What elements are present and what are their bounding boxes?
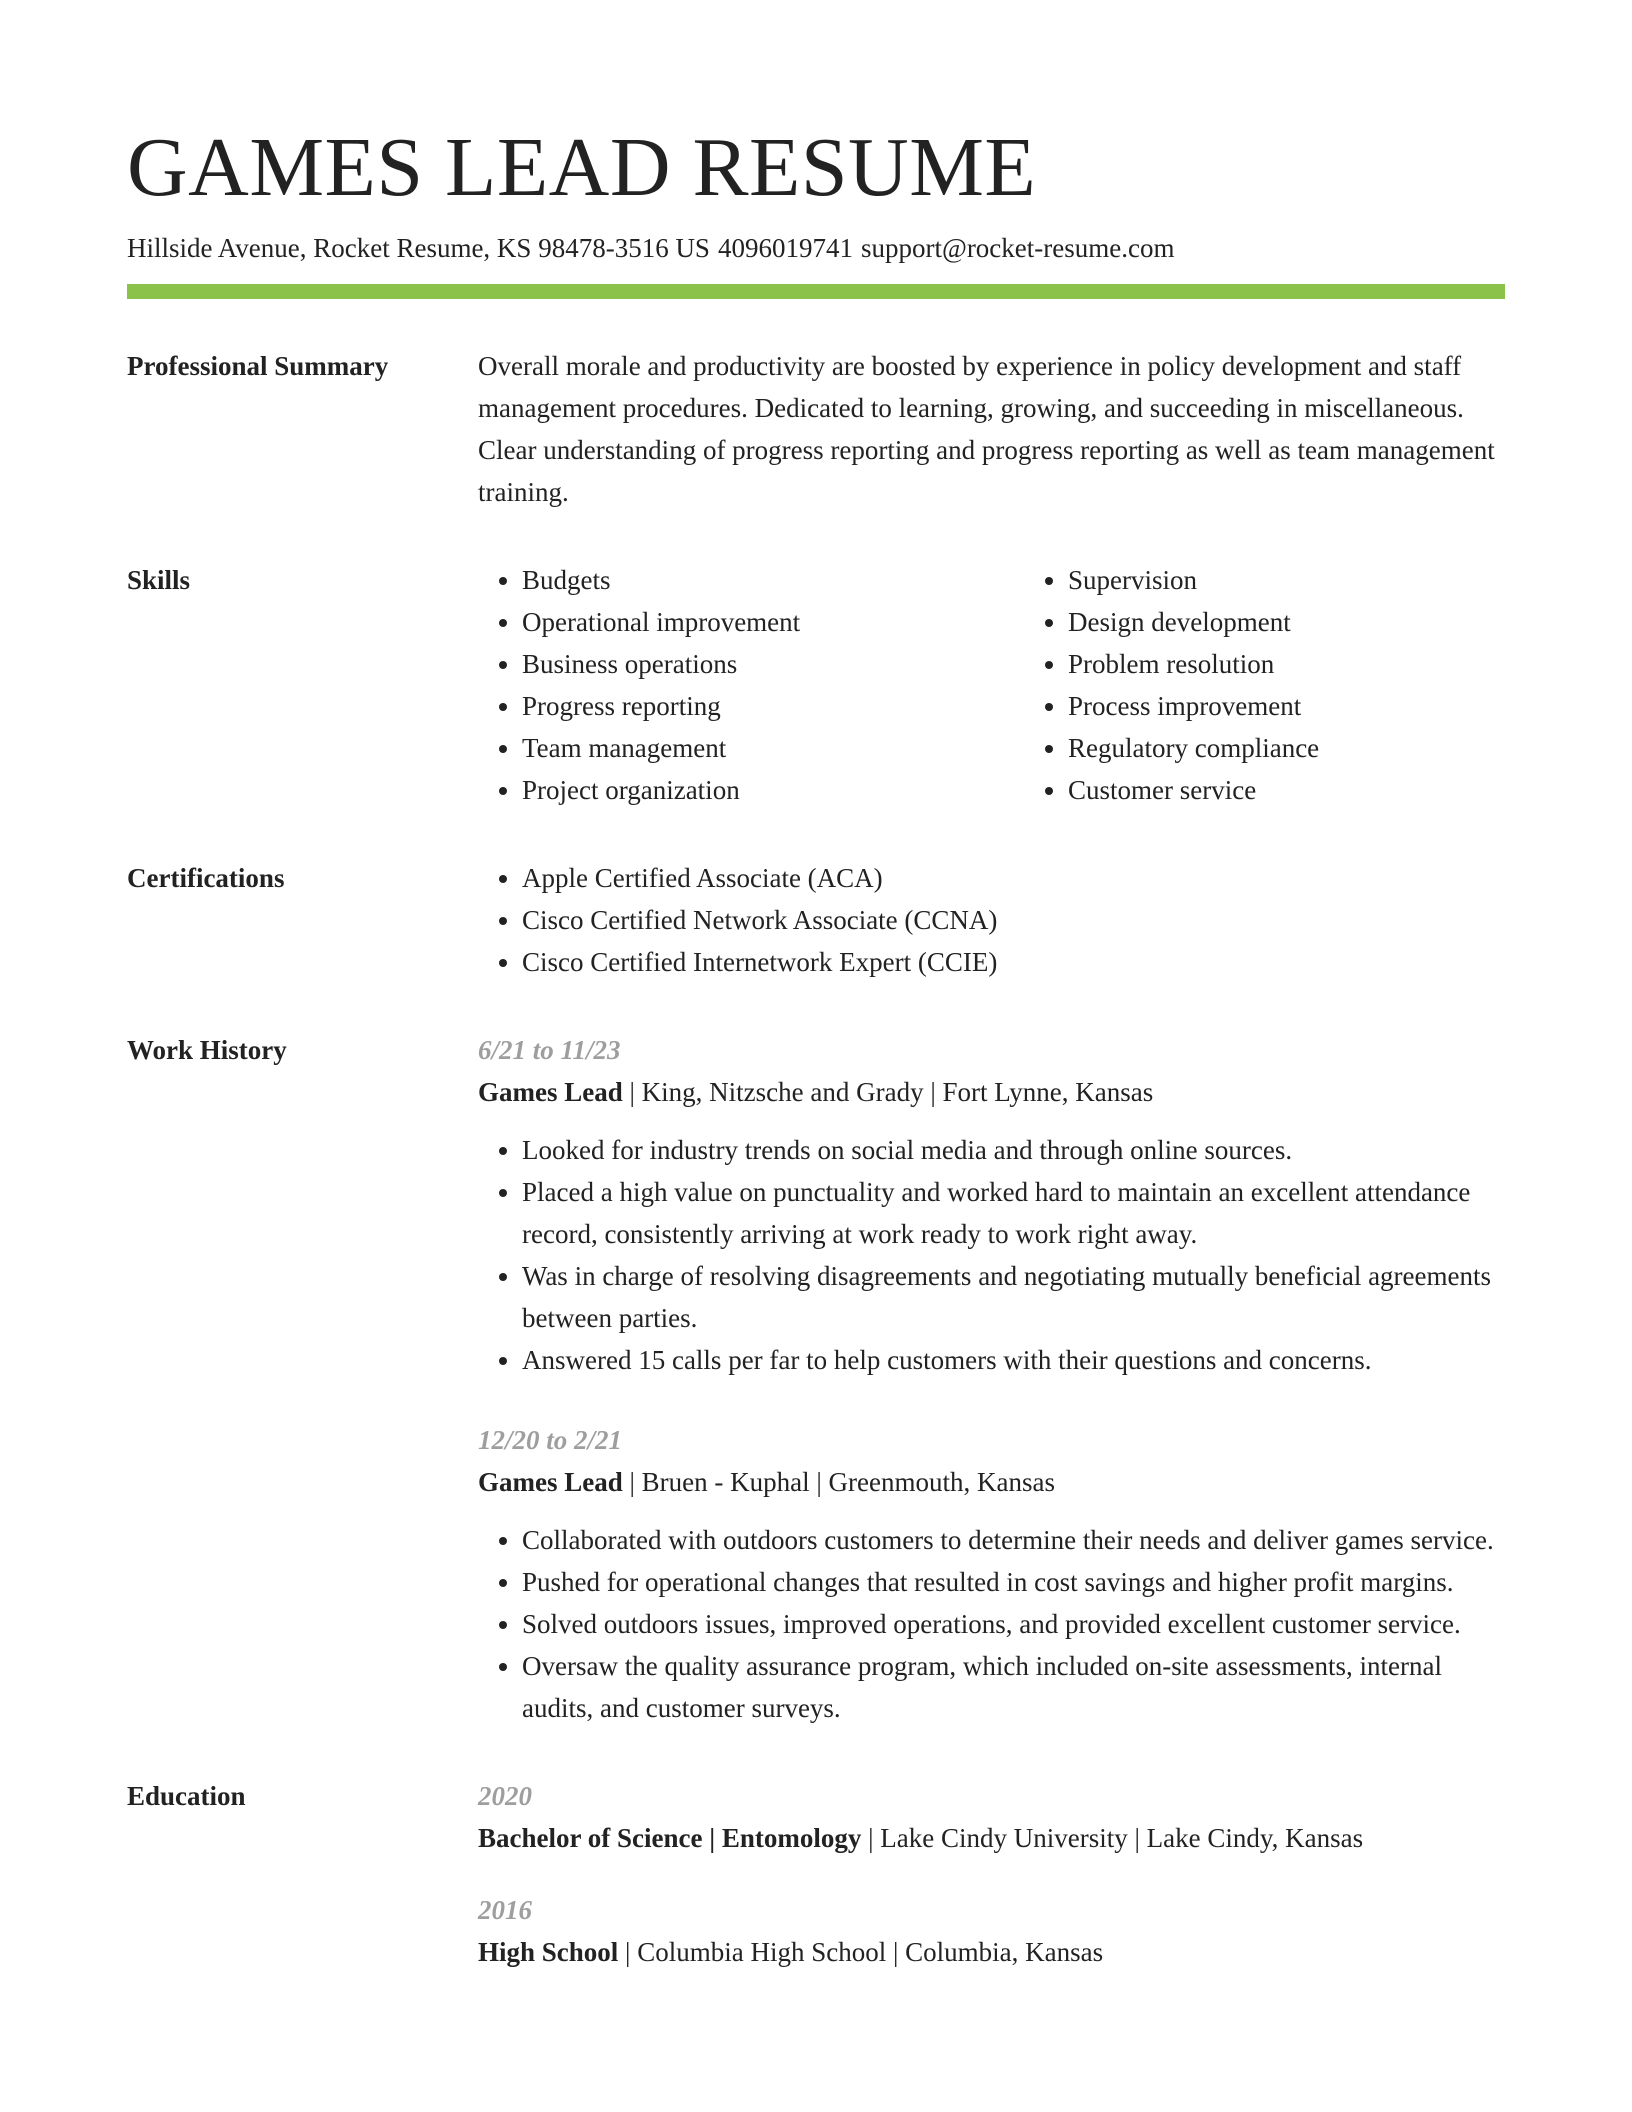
list-item: • Process improvement (1068, 685, 1570, 727)
list-item: • Looked for industry trends on social media and through online sources. (522, 1129, 1505, 1171)
section-body (478, 1029, 1505, 1729)
education-degree: High School (478, 1937, 619, 1967)
section-work-history (127, 1029, 1505, 1729)
education-line (478, 1931, 1505, 1973)
education-year: 2020 (478, 1781, 532, 1811)
section-body (478, 345, 1505, 513)
section-body (478, 857, 1505, 983)
list-item: • Regulatory compliance (1068, 727, 1570, 769)
job-bullets (478, 1519, 1505, 1729)
job-entry (478, 1419, 1505, 1729)
section-label: Professional Summary (127, 351, 389, 381)
education-details: | Columbia High School | Columbia, Kansas (618, 1937, 1104, 1967)
summary-text: Overall morale and productivity are boosted by experience in policy development and staff management procedures. Dedicated to learning, growing, and succeeding in miscellaneous. Clear understanding of progress reporting and progress reporting as well as team management training. (478, 351, 1495, 507)
section-education (127, 1775, 1505, 1973)
education-year: 2016 (478, 1895, 532, 1925)
section-body (478, 1775, 1505, 1973)
job-details: | King, Nitzsche and Grady | Fort Lynne, Kansas (622, 1077, 1154, 1107)
section-summary (127, 345, 1505, 513)
list-item: • Design development (1068, 601, 1570, 643)
list-item: • Apple Certified Associate (ACA) (522, 857, 1505, 899)
education-line (478, 1817, 1505, 1859)
list-item: • Pushed for operational changes that resulted in cost savings and higher profit margins. (522, 1561, 1505, 1603)
list-item: • Budgets (522, 559, 1024, 601)
list-item: • Cisco Certified Network Associate (CCNA) (522, 899, 1505, 941)
section-label: Certifications (127, 863, 285, 893)
certifications-list (478, 857, 1505, 983)
skills-list-left (478, 559, 1024, 811)
skills-list-right (1024, 559, 1570, 811)
job-dates: 12/20 to 2/21 (478, 1425, 623, 1455)
job-entry (478, 1029, 1505, 1381)
page-title: GAMES LEAD RESUME (127, 121, 1037, 214)
job-bullets (478, 1129, 1505, 1381)
list-item: • Problem resolution (1068, 643, 1570, 685)
job-line (478, 1461, 1505, 1503)
list-item: • Oversaw the quality assurance program, which included on-site assessments, internal audits, and customer surveys. (522, 1645, 1505, 1729)
contact-address: Hillside Avenue, Rocket Resume, KS 98478-3516 US (127, 233, 710, 263)
section-label: Education (127, 1781, 246, 1811)
education-entry (478, 1889, 1505, 1973)
list-item: • Supervision (1068, 559, 1570, 601)
education-degree: Bachelor of Science | Entomology (478, 1823, 862, 1853)
list-item: • Solved outdoors issues, improved operations, and provided excellent customer service. (522, 1603, 1505, 1645)
header-divider (127, 284, 1505, 299)
job-title: Games Lead (478, 1077, 623, 1107)
list-item: • Collaborated with outdoors customers to determine their needs and deliver games service. (522, 1519, 1505, 1561)
contact-phone: 4096019741 (717, 233, 853, 263)
list-item: • Cisco Certified Internetwork Expert (CCIE) (522, 941, 1505, 983)
job-details: | Bruen - Kuphal | Greenmouth, Kansas (622, 1467, 1055, 1497)
section-certifications (127, 857, 1505, 983)
section-body (478, 559, 1570, 811)
list-item: • Was in charge of resolving disagreements and negotiating mutually beneficial agreements between parties. (522, 1255, 1505, 1339)
list-item: • Progress reporting (522, 685, 1024, 727)
list-item: • Customer service (1068, 769, 1570, 811)
list-item: • Business operations (522, 643, 1024, 685)
list-item: • Operational improvement (522, 601, 1024, 643)
job-line (478, 1071, 1505, 1113)
contact-email: support@rocket-resume.com (860, 233, 1175, 263)
job-title: Games Lead (478, 1467, 623, 1497)
list-item: • Project organization (522, 769, 1024, 811)
list-item: • Placed a high value on punctuality and worked hard to maintain an excellent attendance record, consistently arriving at work ready to work right away. (522, 1171, 1505, 1255)
list-item: • Answered 15 calls per far to help customers with their questions and concerns. (522, 1339, 1505, 1381)
section-label: Skills (127, 565, 191, 595)
education-entry (478, 1775, 1505, 1859)
section-skills (127, 559, 1505, 811)
education-details: | Lake Cindy University | Lake Cindy, Kansas (861, 1823, 1364, 1853)
job-dates: 6/21 to 11/23 (478, 1035, 621, 1065)
list-item: • Team management (522, 727, 1024, 769)
section-label: Work History (127, 1035, 287, 1065)
contact-line (127, 228, 1505, 268)
